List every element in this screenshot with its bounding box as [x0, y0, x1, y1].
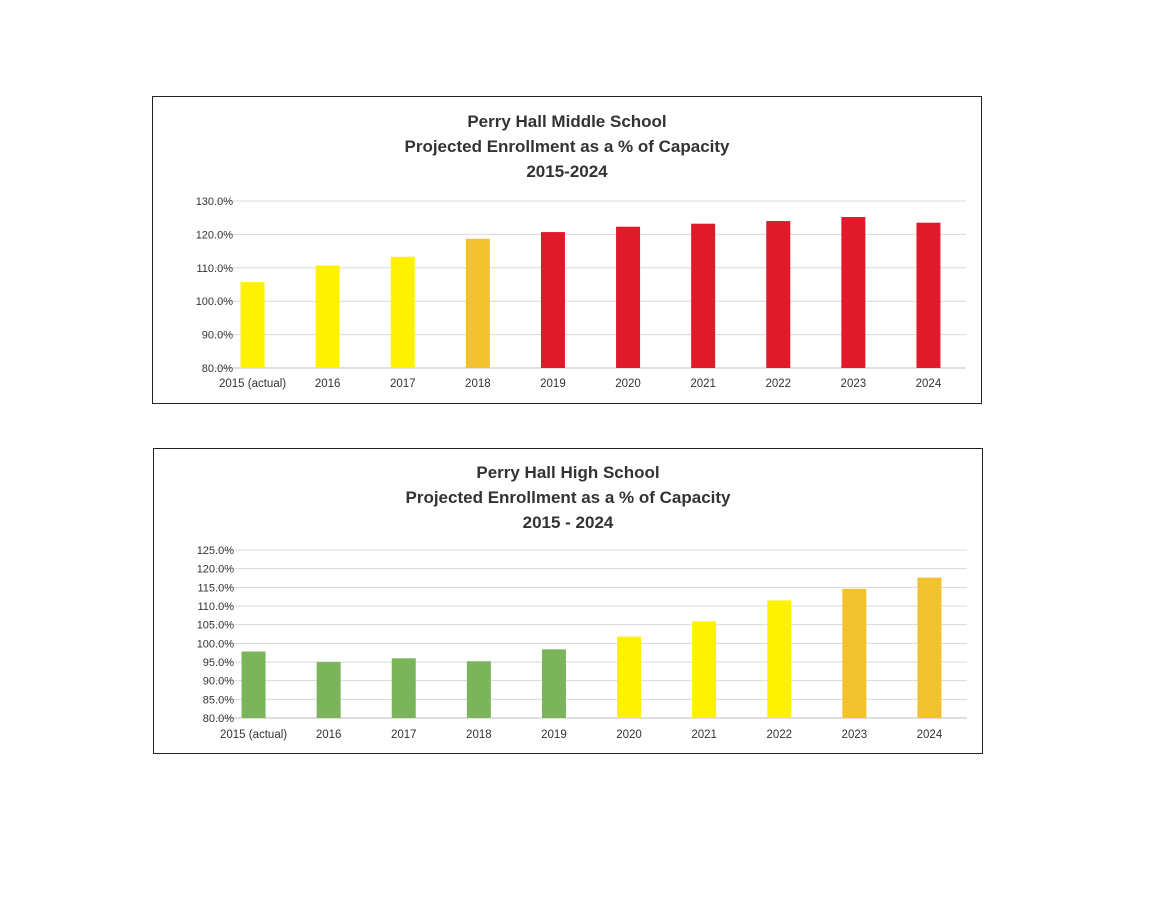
bar-2017 [391, 257, 415, 368]
bar-2019 [541, 232, 565, 368]
bar-2023 [841, 217, 865, 368]
chart-title-line-2: Projected Enrollment as a % of Capacity [405, 488, 731, 507]
x-category-label: 2016 [315, 729, 342, 741]
bar-2016 [316, 265, 340, 368]
bar-2017 [392, 658, 416, 718]
x-category-label: 2020 [615, 378, 641, 390]
high-school-chart [153, 448, 983, 754]
y-tick-label: 85.0% [202, 694, 234, 707]
bar-2024 [916, 223, 940, 368]
y-tick-label: 115.0% [197, 582, 234, 595]
x-category-label: 2021 [691, 729, 717, 741]
y-tick-label: 125.0% [196, 545, 234, 557]
chart-title-line-2: Projected Enrollment as a % of Capacity [404, 137, 730, 156]
x-category-label: 2018 [465, 378, 491, 390]
x-category-label: 2023 [840, 378, 867, 390]
x-category-label: 2019 [540, 378, 566, 390]
x-category-label: 2016 [314, 378, 341, 390]
bar-2015-actual [242, 652, 266, 718]
middle-school-chart [152, 96, 982, 404]
high-school-plot [154, 449, 984, 755]
bar-2020 [616, 227, 640, 368]
y-tick-label: 105.0% [196, 619, 234, 632]
x-category-label: 2022 [765, 378, 792, 390]
bar-2018 [467, 661, 491, 718]
y-tick-label: 90.0% [202, 675, 234, 688]
y-tick-label: 100.0% [196, 638, 234, 651]
chart-title-line-3: 2015-2024 [526, 162, 608, 181]
x-category-label: 2022 [766, 729, 793, 741]
y-tick-label: 80.0% [202, 713, 234, 725]
bar-2020 [617, 637, 641, 718]
bar-2018 [466, 239, 490, 368]
chart-title-line-3: 2015 - 2024 [522, 513, 614, 532]
bar-2022 [767, 600, 791, 718]
x-category-label: 2015 (actual) [219, 729, 288, 741]
middle-school-plot [153, 97, 983, 405]
chart-title-line-1: Perry Hall High School [476, 463, 660, 482]
x-category-label: 2017 [390, 729, 417, 741]
bar-2022 [766, 221, 790, 368]
x-category-label: 2024 [915, 378, 942, 390]
y-tick-label: 90.0% [201, 329, 233, 342]
x-category-label: 2018 [466, 729, 492, 741]
bar-2021 [691, 224, 715, 368]
x-category-label: 2020 [616, 729, 642, 741]
x-category-label: 2021 [690, 378, 716, 390]
y-tick-label: 110.0% [197, 601, 234, 613]
y-tick-label: 120.0% [195, 229, 233, 242]
y-tick-label: 110.0% [196, 262, 233, 275]
y-tick-label: 80.0% [201, 363, 233, 375]
bar-2019 [542, 649, 566, 718]
bar-2016 [317, 662, 341, 718]
x-category-label: 2024 [916, 729, 943, 741]
y-tick-label: 100.0% [195, 296, 233, 309]
bar-2021 [692, 621, 716, 718]
x-category-label: 2023 [841, 729, 868, 741]
y-tick-label: 130.0% [195, 196, 233, 208]
y-tick-label: 95.0% [202, 657, 234, 669]
x-category-label: 2017 [389, 378, 416, 390]
x-category-label: 2015 (actual) [218, 378, 287, 390]
chart-title-line-1: Perry Hall Middle School [467, 112, 667, 131]
bar-2015-actual [241, 282, 265, 368]
bar-2023 [842, 589, 866, 718]
y-tick-label: 120.0% [196, 563, 234, 576]
bar-2024 [917, 578, 941, 718]
x-category-label: 2019 [541, 729, 567, 741]
